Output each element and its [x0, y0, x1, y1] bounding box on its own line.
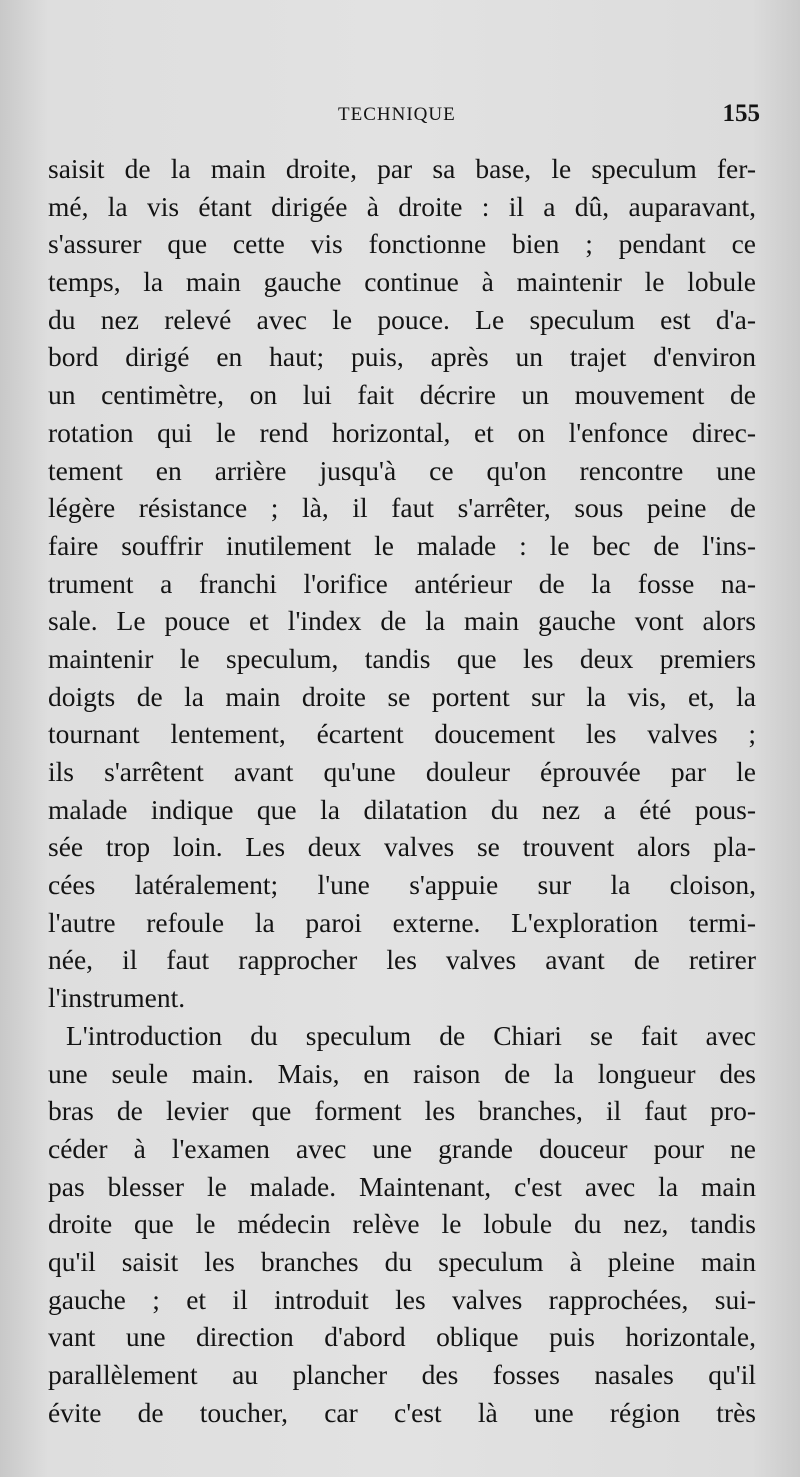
text-line: tournant lentement, écartent doucement les valves ; [48, 718, 756, 750]
text-line: pas blesser le malade. Maintenant, c'est avec la main [48, 1170, 756, 1202]
text-line: malade indique que la dilatation du nez a été pous- [48, 793, 756, 825]
text-line: qu'il saisit les branches du speculum à pleine main [48, 1245, 756, 1277]
text-line: bras de levier que forment les branches, il faut pro- [48, 1095, 756, 1127]
text-line: un centimètre, on lui fait décrire un mouvement de [48, 379, 756, 411]
text-line: évite de toucher, car c'est là une région très [48, 1396, 756, 1428]
text-line: l'autre refoule la paroi externe. L'exploration termi- [48, 906, 756, 938]
text-line: saisit de la main droite, par sa base, le speculum fer- [48, 153, 756, 184]
text-line: gauche ; et il introduit les valves rapprochées, sui- [48, 1283, 756, 1315]
text-line: L'introduction du speculum de Chiari se fait avec [66, 1019, 756, 1051]
text-line: maintenir le speculum, tandis que les deux premiers [48, 642, 756, 674]
text-line: doigts de la main droite se portent sur la vis, et, la [48, 680, 756, 712]
text-line: née, il faut rapprocher les valves avant de retirer [48, 944, 756, 976]
text-line: temps, la main gauche continue à maintenir le lobule [48, 266, 756, 298]
body-text [48, 150, 756, 1431]
page-header [48, 100, 760, 130]
text-line: céder à l'examen avec une grande douceur pour ne [48, 1132, 756, 1164]
text-line: une seule main. Mais, en raison de la longueur des [48, 1057, 756, 1089]
text-line: sée trop loin. Les deux valves se trouvent alors pla- [48, 831, 756, 863]
text-line: tement en arrière jusqu'à ce qu'on rencontre une [48, 454, 756, 486]
text-line: cées latéralement; l'une s'appuie sur la cloison, [48, 869, 756, 901]
text-line: du nez relevé avec le pouce. Le speculum est d'a- [48, 303, 756, 335]
text-line: faire souffrir inutilement le malade : le bec de l'ins- [48, 529, 756, 561]
text-line: ils s'arrêtent avant qu'une douleur éprouvée par le [48, 756, 756, 787]
running-head: TECHNIQUE [338, 104, 456, 125]
text-line: s'assurer que cette vis fonctionne bien ; pendant ce [48, 228, 756, 260]
text-line: l'instrument. [48, 982, 186, 1014]
text-line: trument a franchi l'orifice antérieur de la fosse na- [48, 567, 756, 599]
text-line: mé, la vis étant dirigée à droite : il a dû, auparavant, [48, 190, 756, 222]
text-line: sale. Le pouce et l'index de la main gauche vont alors [48, 605, 756, 637]
text-line: légère résistance ; là, il faut s'arrêter, sous peine de [48, 492, 756, 524]
text-line: parallèlement au plancher des fosses nasales qu'il [48, 1359, 756, 1390]
text-line: vant une direction d'abord oblique puis horizontale, [48, 1321, 756, 1353]
text-line: droite que le médecin relève le lobule du nez, tandis [48, 1208, 756, 1240]
page-number: 155 [722, 100, 760, 127]
text-line: bord dirigé en haut; puis, après un trajet d'environ [48, 341, 756, 373]
text-line: rotation qui le rend horizontal, et on l'enfonce direc- [48, 416, 756, 448]
